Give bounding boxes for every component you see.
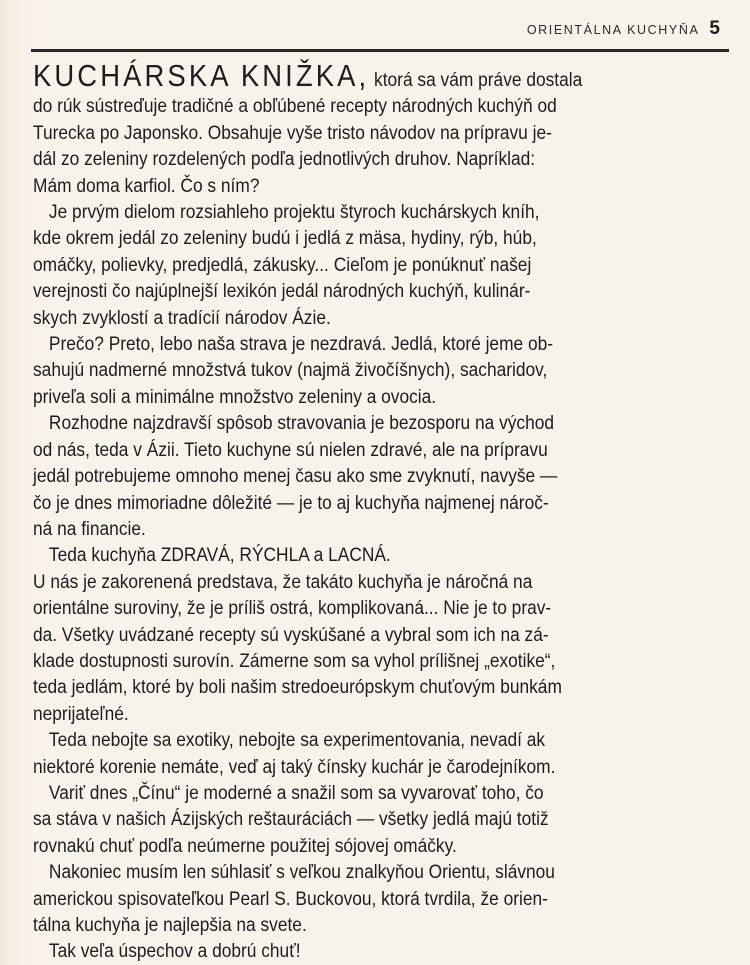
article-line: neprijateľné. <box>33 702 129 725</box>
article-line: priveľa soli a minimálne množstvo zeleniny a ovocia. <box>33 385 437 408</box>
article-line: klade dostupnosti surovín. Zámerne som sa vyhol prílišnej „exotike“, <box>33 649 556 672</box>
article-line: čo je dnes mimoriadne dôležité — je to aj kuchyňa najmenej nároč- <box>33 491 549 514</box>
article-line: U nás je zakorenená predstava, že takáto kuchyňa je náročná na <box>33 570 533 593</box>
headline: KUCHÁRSKA KNIŽKA, <box>33 58 370 93</box>
article-line: do rúk sústreďuje tradičné a obľúbené recepty národných kuchýň od <box>33 95 557 118</box>
article-line: sa stáva v našich Ázijských reštauráciách — všetky jedlá majú totiž <box>33 808 549 831</box>
header-rule <box>31 49 729 52</box>
paragraph-start-line: Je prvým dielom rozsiahleho projektu štyroch kuchárskych kníh, <box>48 201 540 224</box>
article-line: americkou spisovateľkou Pearl S. Buckovou, ktorá tvrdila, že orien- <box>33 887 548 910</box>
article-line: ná na financie. <box>33 517 146 540</box>
page-number: 5 <box>709 18 720 39</box>
paragraph-start-line: Prečo? Preto, lebo naša strava je nezdravá. Jedlá, ktoré jeme ob- <box>48 333 554 356</box>
article-line: dál zo zeleniny rozdelených podľa jednotlivých druhov. Napríklad: <box>33 148 536 171</box>
paragraph-start-line: Variť dnes „Čínu“ je moderné a snažil som sa vyvarovať toho, čo <box>48 781 544 804</box>
paragraph-start-line: Rozhodne najzdravší spôsob stravovania je bezosporu na východ <box>48 412 555 435</box>
article-line: jedál potrebujeme omnoho menej času ako sme zvyknutí, navyše — <box>33 465 558 488</box>
article-line: skych zvyklostí a tradícií národov Ázie. <box>33 306 331 329</box>
article-line: Turecka po Japonsko. Obsahuje vyše tristo návodov na prípravu je- <box>33 121 552 144</box>
article-line: kde okrem jedál zo zeleniny budú i jedlá z mäsa, hydiny, rýb, húb, <box>33 227 537 250</box>
article-line: verejnosti čo najúplnejší lexikón jedál národných kuchýň, kulinár- <box>33 280 531 303</box>
article-body <box>33 58 725 965</box>
article-line: sahujú nadmerné množstvá tukov (najmä živočíšnych), sacharidov, <box>33 359 548 382</box>
paragraph-start-line: Nakoniec musím len súhlasiť s veľkou znalkyňou Orientu, slávnou <box>48 861 555 884</box>
article-line: da. Všetky uvádzané recepty sú vyskúšané a vybral som ich na zá- <box>33 623 549 646</box>
article-line-text: ktorá sa vám práve dostala <box>369 69 583 91</box>
article-line: orientálne suroviny, že je príliš ostrá, komplikovaná... Nie je to prav- <box>33 597 552 620</box>
article-line: omáčky, polievky, predjedlá, zákusky... Cieľom je ponúknuť našej <box>33 253 532 276</box>
article-line: teda jedlám, ktoré by boli našim stredoeurópskym chuťovým bunkám <box>33 676 562 699</box>
paragraph-start-line: Teda kuchyňa ZDRAVÁ, RÝCHLA a LACNÁ. <box>48 544 391 567</box>
running-head <box>527 18 720 40</box>
article-line: Mám doma karfiol. Čo s ním? <box>33 174 260 197</box>
paragraph-start-line: Teda nebojte sa exotiky, nebojte sa experimentovania, nevadí ak <box>48 729 546 752</box>
article-line-first <box>33 58 725 93</box>
article-line: niektoré korenie nemáte, veď aj taký čínsky kuchár je čarodejníkom. <box>33 755 556 778</box>
article-line: rovnakú chuť podľa neúmerne použitej sójovej omáčky. <box>33 834 457 857</box>
paragraph-start-line: Tak veľa úspechov a dobrú chuť! <box>48 940 301 963</box>
running-title: ORIENTÁLNA KUCHYŇA <box>526 23 700 37</box>
article-line: tálna kuchyňa je najlepšia na svete. <box>33 914 307 936</box>
article-line: od nás, teda v Ázii. Tieto kuchyne sú nielen zdravé, ale na prípravu <box>33 438 548 461</box>
article-lines <box>33 93 725 964</box>
